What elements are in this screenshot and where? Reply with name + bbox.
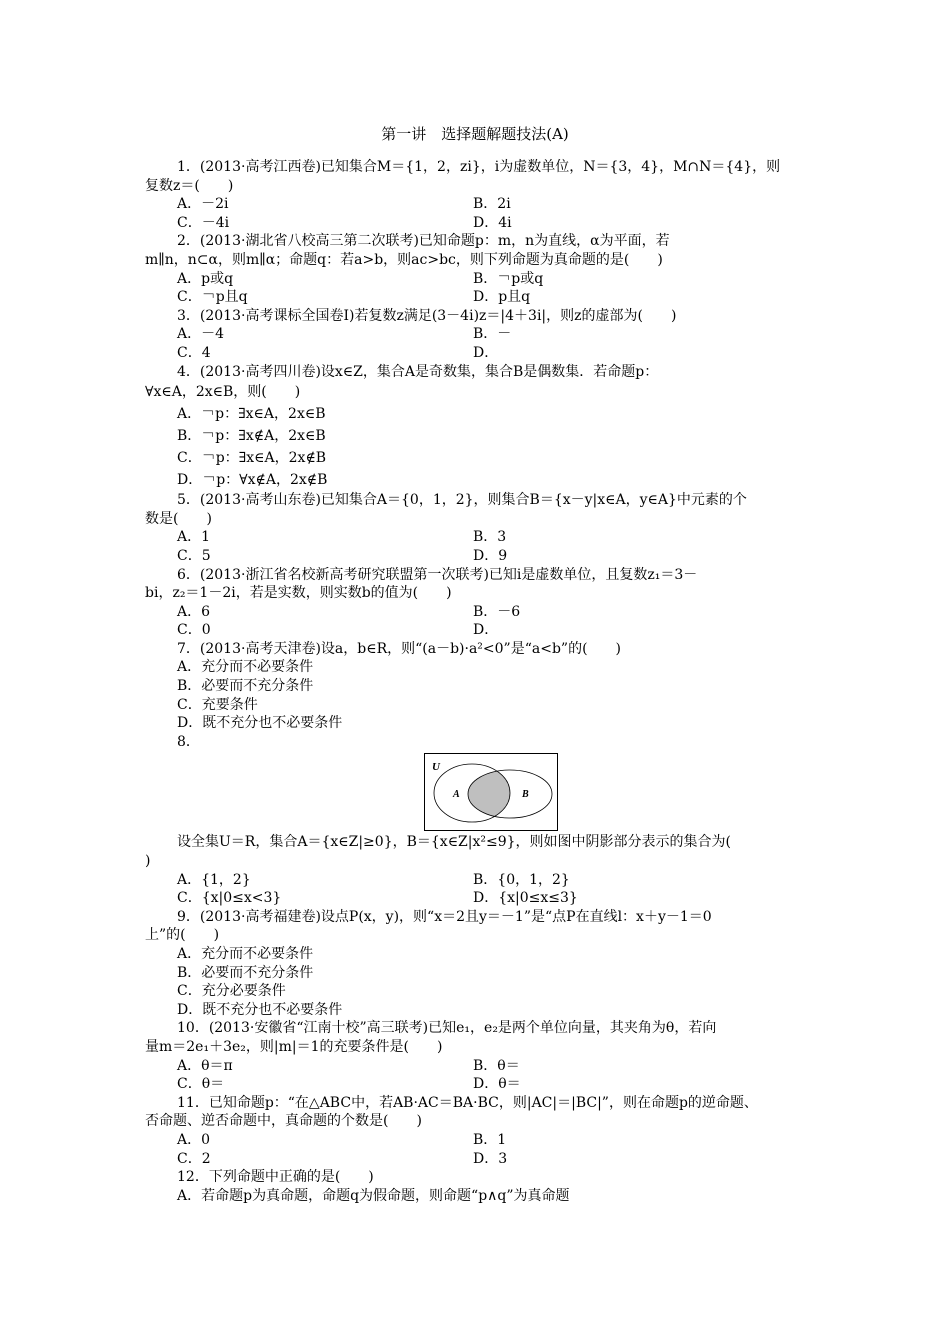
- q7-option-d[interactable]: D．既不充分也不必要条件: [177, 715, 343, 732]
- q3-option-a[interactable]: A．－4: [177, 326, 225, 343]
- q1-option-d[interactable]: D．4i: [473, 214, 512, 231]
- venn-diagram-area: [145, 751, 811, 833]
- q1-options-row2: [145, 214, 811, 233]
- q5-options-row2: [145, 547, 811, 566]
- q10-option-a[interactable]: A．θ＝π: [177, 1057, 233, 1074]
- q2-option-a[interactable]: A．p或q: [177, 270, 234, 287]
- q8-option-d[interactable]: D．{x|0≤x≤3}: [473, 890, 578, 907]
- q10-stem-line1: 10．(2013·安徽省“江南十校”高三联考)已知e₁，e₂是两个单位向量，其夹角为θ，若向: [177, 1020, 717, 1037]
- page-title: 第一讲 选择题解题技法(A): [381, 125, 569, 143]
- venn-label-b: B: [522, 789, 529, 801]
- q6-stem-line1: 6．(2013·浙江省名校新高考研究联盟第一次联考)已知i是虚数单位，且复数z₁＝3－: [177, 566, 698, 583]
- q3-stem-line1: 3．(2013·高考课标全国卷Ⅰ)若复数z满足(3－4i)z＝|4＋3i|，则z的虚部为( ): [177, 307, 677, 324]
- q5-options-row1: [145, 528, 811, 547]
- q3-options-row2: [145, 344, 811, 363]
- q5-stem-line1: 5．(2013·高考山东卷)已知集合A＝{0，1，2}，则集合B＝{x－y|x∈A，y∈A}中元素的个: [177, 492, 747, 509]
- q1-option-a[interactable]: A．－2i: [177, 196, 229, 213]
- q2-option-d[interactable]: D．p且q: [473, 289, 531, 306]
- q10-option-c[interactable]: C．θ＝: [177, 1076, 225, 1093]
- q5-option-a[interactable]: A．1: [177, 529, 211, 546]
- q4-option-d[interactable]: D．￢p：∀x∉A，2x∉B: [177, 472, 328, 489]
- q3-option-c[interactable]: C．4: [177, 344, 211, 361]
- q11-options-row1: [145, 1131, 811, 1150]
- q10-options-row2: [145, 1075, 811, 1094]
- q12-option-a[interactable]: A．若命题p为真命题，命题q为假命题，则命题“p∧q”为真命题: [177, 1187, 570, 1204]
- venn-label-a: A: [453, 789, 460, 801]
- q8-option-b[interactable]: B．{0，1，2}: [473, 871, 570, 888]
- q2-option-b[interactable]: B．￢p或q: [473, 270, 544, 287]
- q8-stem-line1: 设全集U＝R，集合A＝{x∈Z|≥0}，B＝{x∈Z|x²≤9}，则如图中阴影部分表示的集合为(: [177, 834, 732, 851]
- q5-option-c[interactable]: C．5: [177, 547, 211, 564]
- q8-option-c[interactable]: C．{x|0≤x<3}: [177, 890, 282, 907]
- q2-option-c[interactable]: C．￢p且q: [177, 289, 248, 306]
- q11-option-b[interactable]: B．1: [473, 1131, 507, 1148]
- q5-option-d[interactable]: D．9: [473, 547, 508, 564]
- q11-option-c[interactable]: C．2: [177, 1150, 211, 1167]
- q4-stem-line1: 4．(2013·高考四川卷)设x∈Z，集合A是奇数集，集合B是偶数集．若命题p：: [177, 363, 659, 380]
- q10-option-d[interactable]: D．θ＝: [473, 1076, 521, 1093]
- q11-options-row2: [145, 1150, 811, 1169]
- q10-stem-line2: 量m＝2e₁＋3e₂，则|m|＝1的充要条件是( ): [145, 1038, 443, 1055]
- q2-options-row2: [145, 288, 811, 307]
- q9-option-b[interactable]: B．必要而不充分条件: [177, 964, 314, 981]
- q1-option-c[interactable]: C．－4i: [177, 214, 230, 231]
- q7-option-a[interactable]: A．充分而不必要条件: [177, 659, 314, 676]
- venn-diagram: [424, 753, 558, 831]
- q6-option-d[interactable]: D．: [473, 622, 499, 639]
- q8-options-row2: [145, 889, 811, 908]
- q9-stem-line2: 上”的( ): [145, 927, 220, 944]
- q1-stem-line1: 1．(2013·高考江西卷)已知集合M＝{1，2，zi}，i为虚数单位，N＝{3，4}，M∩N＝{4}，则: [177, 159, 781, 175]
- q9-stem-line1: 9．(2013·高考福建卷)设点P(x，y)，则“x＝2且y＝－1”是“点P在直线l：x＋y－1＝0: [177, 908, 712, 925]
- q9-option-a[interactable]: A．充分而不必要条件: [177, 946, 314, 962]
- q2-stem-line1: 2．(2013·湖北省八校高三第二次联考)已知命题p：m，n为直线，α为平面，若: [177, 233, 670, 250]
- q12-stem-line1: 12．下列命题中正确的是( ): [177, 1169, 374, 1186]
- q11-stem-line2: 否命题、逆否命题中，真命题的个数是( ): [145, 1113, 422, 1130]
- question-list: [145, 158, 811, 1205]
- q10-option-b[interactable]: B．θ＝: [473, 1057, 520, 1074]
- q3-option-d[interactable]: D．: [473, 344, 499, 361]
- q6-option-a[interactable]: A．6: [177, 603, 211, 620]
- q5-option-b[interactable]: B．3: [473, 529, 507, 546]
- q2-options-row1: [145, 270, 811, 289]
- q4-option-b[interactable]: B．￢p：∃x∉A，2x∈B: [177, 428, 326, 445]
- q3-options-row1: [145, 325, 811, 344]
- q4-stem-line2: ∀x∈A，2x∈B，则( ): [145, 384, 301, 401]
- q9-option-d[interactable]: D．既不充分也不必要条件: [177, 1001, 343, 1018]
- q4-option-c[interactable]: C．￢p：∃x∈A，2x∉B: [177, 450, 327, 467]
- q3-option-b[interactable]: B．－: [473, 326, 512, 343]
- q11-stem-line1: 11．已知命题p：“在△ABC中，若AB·AC＝BA·BC，则|AC|＝|BC|”，则在命题p的逆命题、: [177, 1094, 758, 1111]
- q5-stem-line2: 数是( ): [145, 510, 212, 527]
- q6-options-row1: [145, 603, 811, 622]
- q8-stem-line2: ): [145, 853, 151, 870]
- q7-option-c[interactable]: C．充要条件: [177, 696, 258, 713]
- venn-label-u: U: [432, 761, 440, 774]
- q6-option-c[interactable]: C．0: [177, 622, 211, 639]
- q8-number: 8．: [177, 733, 200, 750]
- q1-options-row1: [145, 195, 811, 214]
- q2-stem-line2: m∥n，n⊂α，则m∥α；命题q：若a>b，则ac>bc，则下列命题为真命题的是( ): [145, 251, 663, 268]
- q8-options-row1: [145, 871, 811, 890]
- q10-options-row1: [145, 1057, 811, 1076]
- q9-option-c[interactable]: C．充分必要条件: [177, 983, 286, 1000]
- q6-option-b[interactable]: B．－6: [473, 603, 521, 620]
- q7-option-b[interactable]: B．必要而不充分条件: [177, 678, 314, 695]
- q11-option-a[interactable]: A．0: [177, 1131, 211, 1148]
- q1-stem-line2: 复数z＝( ): [145, 177, 234, 194]
- q8-option-a[interactable]: A．{1，2}: [177, 871, 251, 888]
- q1-option-b[interactable]: B．2i: [473, 196, 511, 213]
- q6-options-row2: [145, 621, 811, 640]
- q7-stem-line1: 7．(2013·高考天津卷)设a，b∈R，则“(a－b)·a²<0”是“a<b”的( ): [177, 640, 621, 657]
- q6-stem-line2: bi，z₂＝1－2i，若是实数，则实数b的值为( ): [145, 585, 452, 602]
- q11-option-d[interactable]: D．3: [473, 1150, 508, 1167]
- q4-option-a[interactable]: A．￢p：∃x∈A，2x∈B: [177, 406, 326, 423]
